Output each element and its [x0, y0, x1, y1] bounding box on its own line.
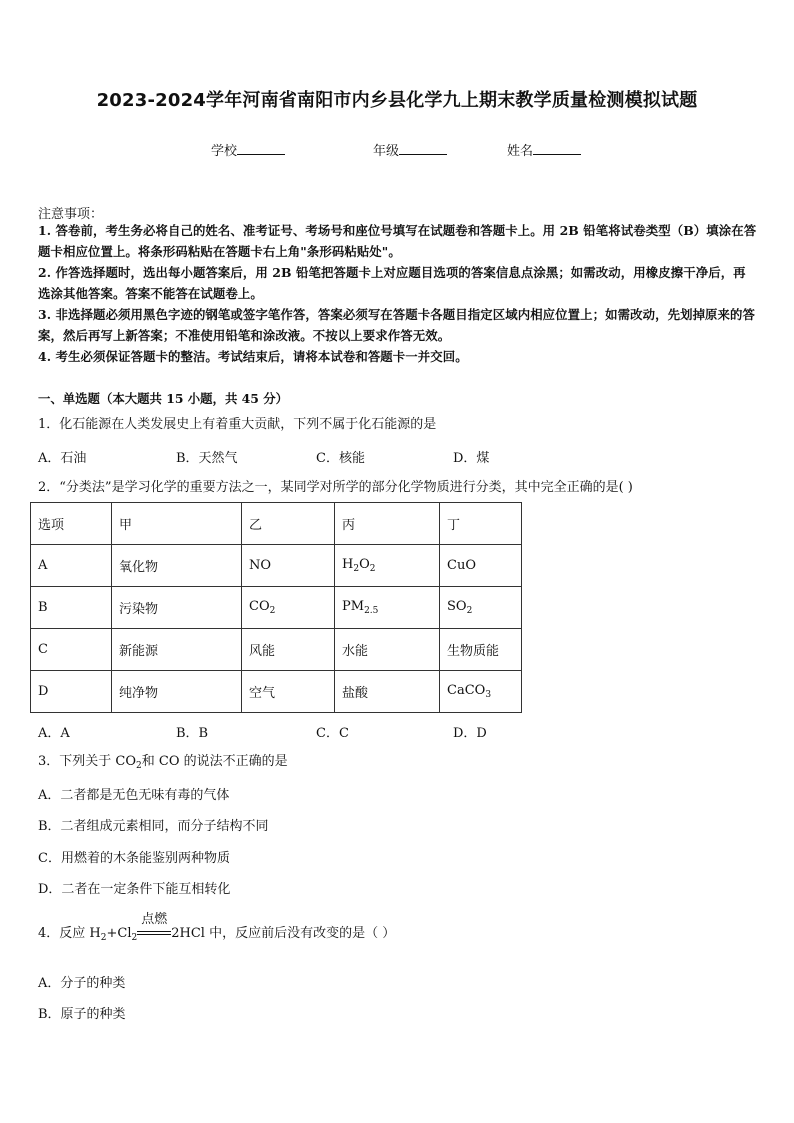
- question-2-stem: 2．“分类法”是学习化学的重要方法之一，某同学对所学的部分化学物质进行分类，其中完全正确的是( ): [38, 480, 633, 495]
- grade-label: 年级: [373, 144, 400, 159]
- q3-option-b: B．二者组成元素相同，而分子结构不同: [38, 819, 269, 834]
- q2-option-b: B．B: [176, 726, 209, 741]
- table-cell: 生物质能: [440, 629, 522, 671]
- equals-line-top: [137, 931, 171, 932]
- table-header-cell: 选项: [31, 503, 112, 545]
- formula-subscript: 2: [353, 564, 360, 574]
- table-row: [31, 629, 522, 671]
- reaction-product: 2HCl: [171, 926, 205, 941]
- table-cell: C: [31, 629, 112, 671]
- formula-subscript: 2: [269, 606, 276, 616]
- table-cell: 空气: [242, 671, 335, 713]
- q4-stem-text: 中，反应前后没有改变的是（ ）: [204, 926, 396, 941]
- table-cell: [440, 671, 522, 713]
- name-field: [507, 140, 581, 159]
- formula-text: H: [342, 557, 354, 572]
- q3-option-c: C．用燃着的木条能鉴别两种物质: [38, 851, 230, 866]
- formula-subscript: 2: [466, 606, 473, 616]
- q3-stem-text: 和 CO 的说法不正确的是: [141, 754, 288, 769]
- formula-text: CaCO: [447, 683, 486, 698]
- q1-option-c: C．核能: [316, 451, 365, 466]
- equals-line-bottom: [137, 934, 171, 935]
- notice-item-3: 3. 非选择题必须用黑色字迹的钢笔或签字笔作答，答案必须写在答题卡各题目指定区域内相应位置上；如需改动，先划掉原来的答案，然后再写上新答案；不准使用铅笔和涂改液。不按以上要求作答无效。: [38, 307, 756, 343]
- table-row: [31, 671, 522, 713]
- table-cell: 新能源: [112, 629, 242, 671]
- classification-table: [30, 502, 522, 713]
- formula-subscript: 2: [100, 933, 107, 943]
- table-cell: CuO: [440, 545, 522, 587]
- question-1-stem: 1．化石能源在人类发展史上有着重大贡献，下列不属于化石能源的是: [38, 417, 437, 432]
- q1-option-b: B．天然气: [176, 451, 238, 466]
- name-label: 姓名: [507, 144, 534, 159]
- page-title: 2023-2024学年河南省南阳市内乡县化学九上期末教学质量检测模拟试题: [96, 90, 698, 111]
- table-header-row: [31, 503, 522, 545]
- table-cell: 盐酸: [335, 671, 440, 713]
- q4-option-a: A．分子的种类: [38, 976, 126, 991]
- notice-item-1: 1. 答卷前，考生务必将自己的姓名、准考证号、考场号和座位号填写在试题卷和答题卡上。用 2B 铅笔将试卷类型（B）填涂在答题卡相应位置上。将条形码粘贴在答题卡右上角"条形码粘贴处"。: [38, 223, 757, 259]
- table-cell: [242, 587, 335, 629]
- table-cell: 水能: [335, 629, 440, 671]
- formula-subscript: 3: [485, 690, 492, 700]
- formula-text: CO: [249, 599, 270, 614]
- formula-subscript: 2: [131, 933, 138, 943]
- grade-field: [373, 140, 447, 159]
- q4-stem-text: 4．反应 H: [38, 926, 101, 941]
- school-label: 学校: [211, 144, 238, 159]
- table-cell: [335, 587, 440, 629]
- reaction-equals-sign: [137, 911, 171, 939]
- grade-blank: [399, 142, 447, 155]
- reaction-condition: 点燃: [141, 911, 168, 927]
- formula-subscript: 2: [136, 761, 142, 771]
- question-3-stem: [38, 753, 288, 775]
- q4-option-b: B．原子的种类: [38, 1007, 126, 1022]
- q2-option-c: C．C: [316, 726, 349, 741]
- table-header-cell: 丁: [440, 503, 522, 545]
- section-heading: 一、单选题（本大题共 15 小题，共 45 分）: [38, 391, 288, 406]
- formula-text: SO: [447, 599, 467, 614]
- notice-item-2: 2. 作答选择题时，选出每小题答案后，用 2B 铅笔把答题卡上对应题目选项的答案信息点涂黑；如需改动，用橡皮擦干净后，再选涂其他答案。答案不能答在试题卷上。: [38, 265, 746, 301]
- q4-stem-text: +Cl: [106, 926, 132, 941]
- table-cell: B: [31, 587, 112, 629]
- q3-stem-text: 3．下列关于 CO: [38, 754, 137, 769]
- table-cell: 纯净物: [112, 671, 242, 713]
- table-header-cell: 甲: [112, 503, 242, 545]
- table-header-cell: 丙: [335, 503, 440, 545]
- table-cell: 风能: [242, 629, 335, 671]
- formula-subscript: 2: [369, 564, 376, 574]
- name-blank: [533, 142, 581, 155]
- table-cell: NO: [242, 545, 335, 587]
- q2-option-d: D．D: [453, 726, 487, 741]
- table-cell: 污染物: [112, 587, 242, 629]
- q3-option-a: A．二者都是无色无味有毒的气体: [38, 788, 230, 803]
- q2-option-a: A．A: [38, 726, 70, 741]
- formula-text: O: [359, 557, 370, 572]
- q1-option-a: A．石油: [38, 451, 87, 466]
- table-cell: [335, 545, 440, 587]
- formula-text: PM: [342, 599, 365, 614]
- table-cell: A: [31, 545, 112, 587]
- notice-heading: 注意事项：: [38, 207, 104, 222]
- formula-subscript: 2.5: [364, 606, 379, 616]
- school-field: [211, 140, 285, 159]
- table-header-cell: 乙: [242, 503, 335, 545]
- school-blank: [237, 142, 285, 155]
- table-cell: 氧化物: [112, 545, 242, 587]
- table-row: [31, 587, 522, 629]
- table-row: [31, 545, 522, 587]
- q3-option-d: D．二者在一定条件下能互相转化: [38, 882, 231, 897]
- notice-item-4: 4. 考生必须保证答题卡的整洁。考试结束后，请将本试卷和答题卡一并交回。: [38, 349, 468, 364]
- question-4-stem: [38, 911, 396, 947]
- table-cell: D: [31, 671, 112, 713]
- q1-option-d: D．煤: [453, 451, 490, 466]
- table-cell: [440, 587, 522, 629]
